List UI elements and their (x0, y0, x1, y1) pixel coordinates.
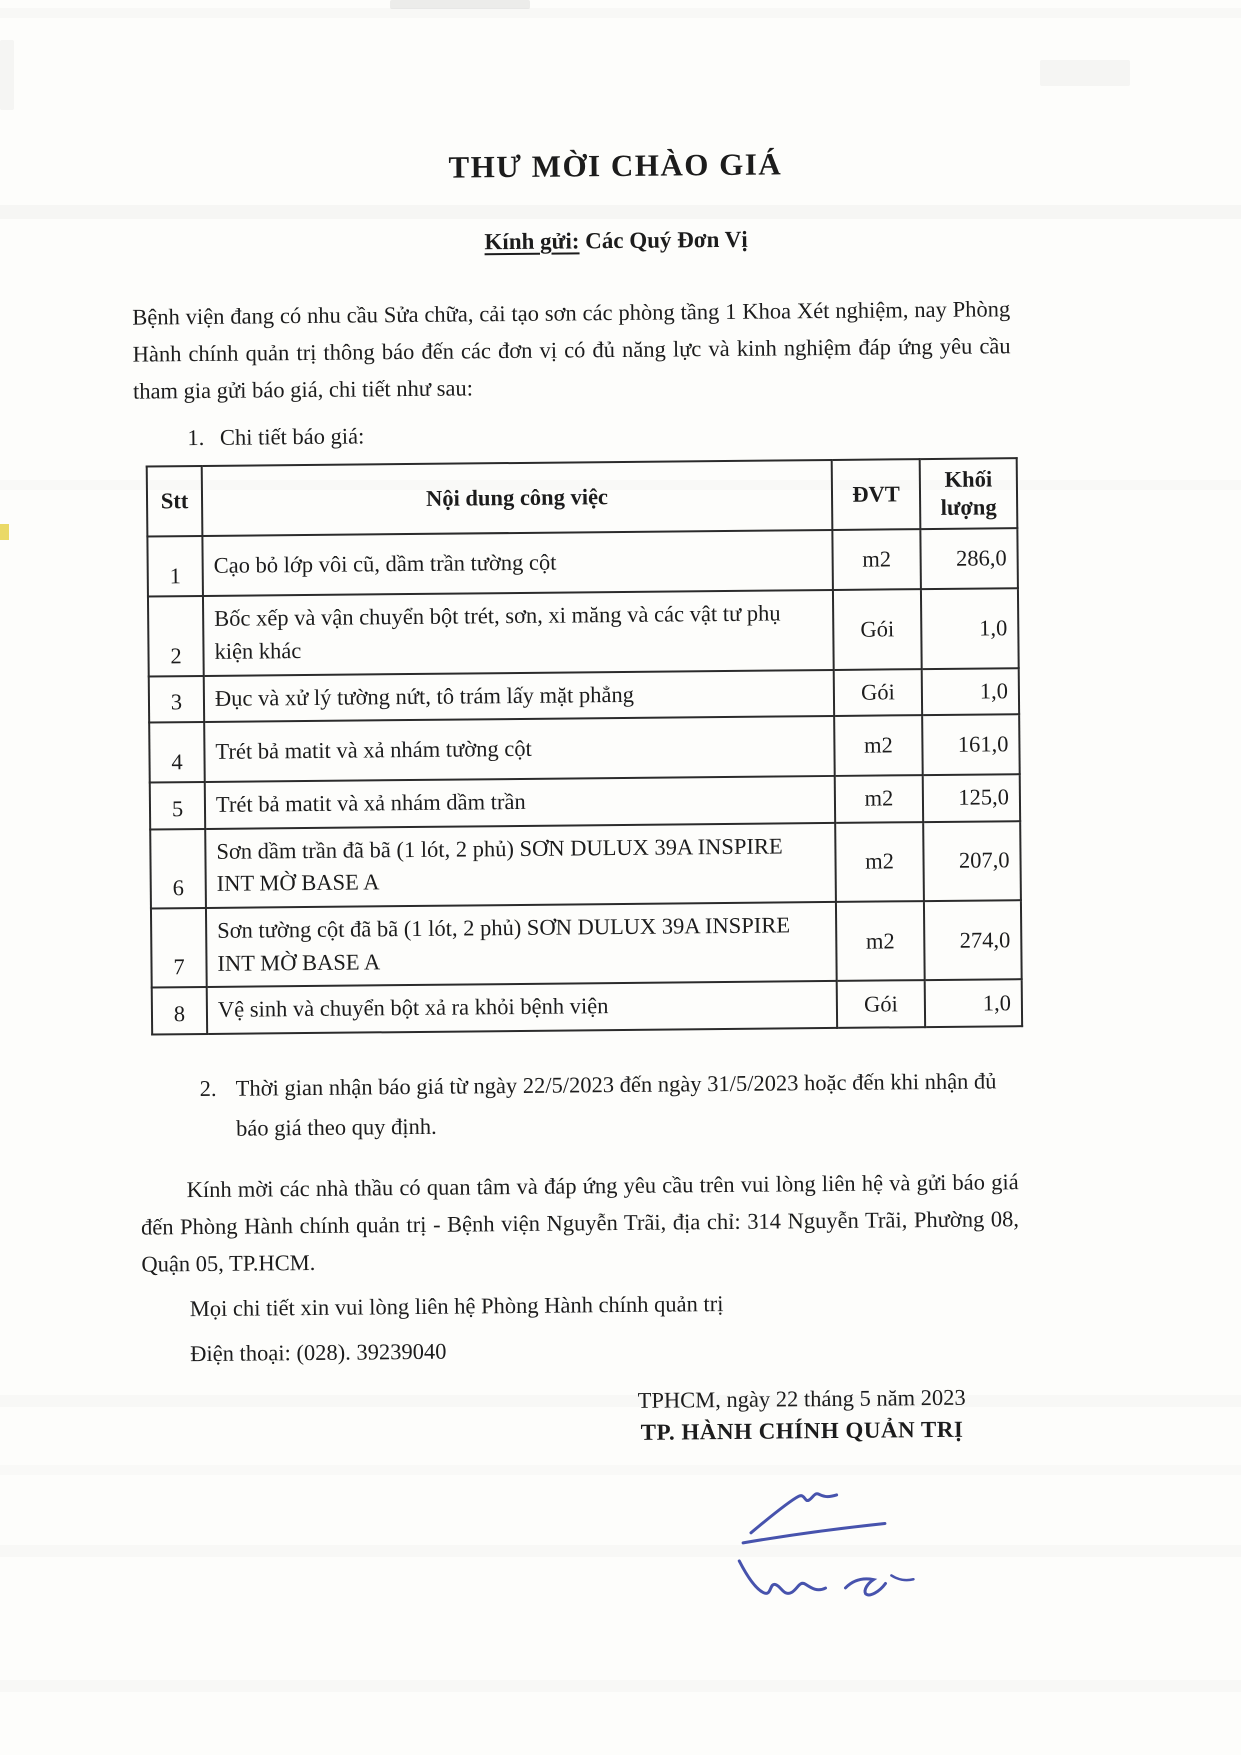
signer-title: TP. HÀNH CHÍNH QUẢN TRỊ (640, 1416, 964, 1445)
col-header-stt: Stt (147, 466, 203, 537)
page-title: THƯ MỜI CHÀO GIÁ (448, 146, 783, 185)
row-content: Bốc xếp và vận chuyển bột trét, sơn, xi măng và các vật tư phụ kiện khác (203, 590, 834, 675)
row-stt: 5 (150, 782, 205, 829)
row-content: Trét bả matit và xả nhám tường cột (204, 716, 835, 782)
section-1-title: Chi tiết báo giá: (219, 423, 365, 450)
row-unit: m2 (832, 529, 921, 590)
table-row (148, 588, 1019, 676)
row-qty: 125,0 (923, 774, 1020, 822)
row-qty: 1,0 (925, 979, 1022, 1027)
salutation (0, 222, 1237, 260)
table-row (150, 774, 1020, 829)
table-row (151, 900, 1022, 988)
row-qty: 274,0 (924, 900, 1022, 980)
table-row (149, 668, 1019, 723)
contact-line: Mọi chi tiết xin vui lòng liên hệ Phòng Hành chính quản trị (189, 1290, 724, 1322)
section-1-number: 1. (187, 424, 205, 451)
row-qty: 207,0 (923, 821, 1021, 901)
row-stt: 8 (152, 987, 207, 1034)
section-2-number: 2. (199, 1075, 217, 1101)
row-stt: 1 (147, 536, 203, 597)
row-unit: Gói (833, 589, 922, 669)
date-place-line: TPHCM, ngày 22 tháng 5 năm 2023 (637, 1384, 966, 1413)
salutation-value: Các Quý Đơn Vị (579, 226, 748, 254)
table-header-row (147, 458, 1018, 537)
row-qty: 161,0 (922, 714, 1020, 775)
row-content: Vệ sinh và chuyển bột xả ra khỏi bệnh viện (207, 981, 837, 1034)
section-1-heading (187, 415, 1238, 451)
row-unit: Gói (834, 669, 922, 716)
handwritten-signature (733, 1483, 964, 1615)
row-qty: 1,0 (922, 668, 1019, 716)
row-unit: m2 (836, 901, 925, 981)
closing-paragraph: Kính mời các nhà thầu có quan tâm và đáp ứng yêu cầu trên vui lòng liên hệ và gửi báo giá đến Phòng Hành chính quản trị - Bệnh viện Nguyễn Trãi, địa chỉ: 314 Nguyễn Trãi, Phường 08, Quận 05, TP.HCM. (140, 1169, 1020, 1277)
row-content: Sơn dầm trần đã bã (1 lót, 2 phủ) SƠN DULUX 39A INSPIRE INT MỜ BASE A (205, 823, 836, 908)
row-stt: 3 (149, 675, 204, 722)
row-qty: 1,0 (921, 588, 1019, 668)
salutation-label: Kính gửi: (484, 228, 580, 255)
table-row (152, 979, 1022, 1034)
row-stt: 6 (150, 829, 206, 909)
row-content: Trét bả matit và xả nhám dầm trần (205, 776, 835, 829)
col-header-content: Nội dung công việc (202, 460, 833, 536)
section-2-text: Thời gian nhận báo giá từ ngày 22/5/2023 đến ngày 31/5/2023 hoặc đến khi nhận đủ báo giá theo quy định. (235, 1068, 997, 1141)
table-row (149, 714, 1020, 782)
col-header-unit: ĐVT (832, 459, 921, 530)
section-2 (200, 1061, 1031, 1149)
row-unit: Gói (837, 980, 925, 1027)
table-row (147, 528, 1018, 596)
quote-table (146, 457, 1023, 1035)
signature-block (622, 1384, 984, 1620)
col-header-qty: Khối lượng (920, 458, 1018, 529)
row-stt: 4 (149, 722, 205, 783)
row-content: Đục và xử lý tường nứt, tô trám lấy mặt phẳng (204, 669, 834, 722)
phone-line: Điện thoại: (028). 39239040 (190, 1338, 447, 1367)
row-content: Cạo bỏ lớp vôi cũ, dầm trần tường cột (202, 530, 833, 596)
table-row (150, 821, 1021, 909)
row-unit: m2 (834, 715, 923, 776)
row-unit: m2 (835, 822, 924, 902)
row-stt: 2 (148, 596, 204, 676)
row-qty: 286,0 (920, 528, 1018, 589)
intro-paragraph: Bệnh viện đang có nhu cầu Sửa chữa, cải tạo sơn các phòng tầng 1 Khoa Xét nghiệm, nay Phòng Hành chính quản trị thông báo đến các đơn vị có đủ năng lực và kinh nghiệm đáp ứng yêu cầu tham gia gửi báo giá, chi tiết như sau: (132, 296, 1011, 404)
row-unit: m2 (835, 775, 923, 822)
row-content: Sơn tường cột đã bã (1 lót, 2 phủ) SƠN DULUX 39A INSPIRE INT MỜ BASE A (206, 902, 837, 987)
row-stt: 7 (151, 908, 207, 988)
